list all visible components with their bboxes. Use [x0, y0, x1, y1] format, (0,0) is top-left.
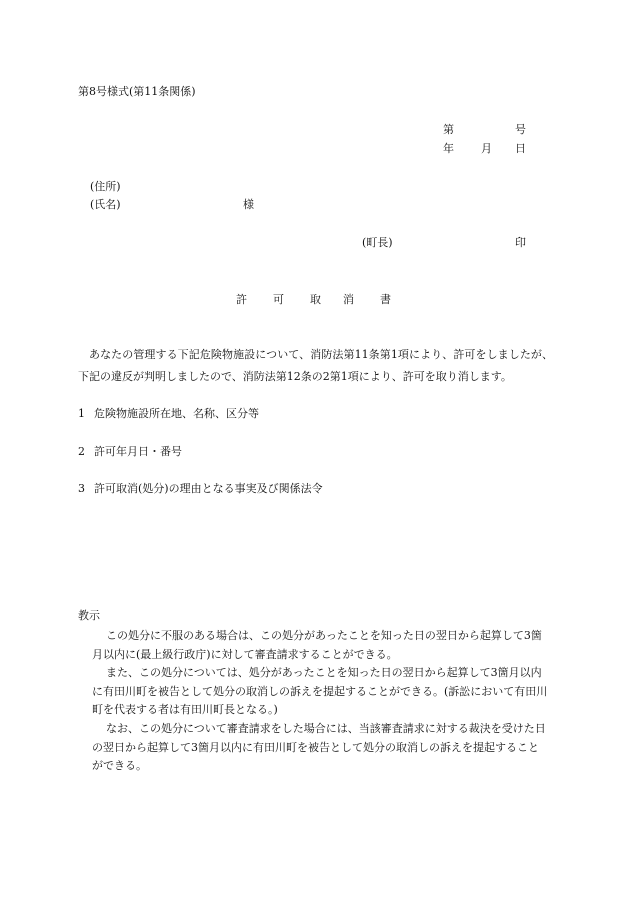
item-1-number: 1: [78, 407, 85, 420]
recipient-honorific: 様: [243, 198, 254, 211]
item-1-text: 危険物施設所在地、名称、区分等: [94, 407, 259, 420]
recipient-address-label: (住所): [90, 180, 121, 193]
mayor-label: (町長): [362, 236, 393, 249]
document-number-dai: 第: [443, 123, 454, 136]
seal-mark: 印: [515, 236, 526, 249]
item-2-text: 許可年月日・番号: [94, 445, 182, 458]
date-year: 年: [443, 142, 454, 155]
title-char: 可: [273, 293, 284, 306]
item-2-number: 2: [78, 445, 85, 458]
notice-heading: 教示: [78, 609, 100, 622]
recipient-name-label: (氏名): [90, 198, 121, 211]
notice-paragraph: また、この処分については、処分があったことを知った日の翌日から起算して3箇月以内に有田川町を被告として処分の取消しの訴えを提起することができる。(訴訟において有田川町を代表する者は有田川町長となる。): [92, 666, 548, 717]
form-label: 第8号様式(第11条関係): [78, 85, 196, 98]
title-char: 消: [343, 293, 354, 306]
document-number-go: 号: [515, 123, 526, 136]
notice-paragraph: この処分に不服のある場合は、この処分があったことを知った日の翌日から起算して3箇月以内に(最上級行政庁)に対して審査請求することができる。: [92, 629, 542, 661]
item-3-text: 許可取消(処分)の理由となる事実及び関係法令: [94, 482, 323, 495]
title-char: 取: [310, 293, 321, 306]
notice-paragraph: なお、この処分について審査請求をした場合には、当該審査請求に対する裁決を受けた日の翌日から起算して3箇月以内に有田川町を被告として処分の取消しの訴えを提起することができる。: [92, 721, 546, 773]
body-paragraph: あなたの管理する下記危険物施設について、消防法第11条第1項により、許可をしましたが、下記の違反が判明しましたので、消防法第12条の2第1項により、許可を取り消します。: [78, 348, 553, 383]
item-3-number: 3: [78, 482, 85, 495]
notice-body: [78, 627, 548, 776]
date-month: 月: [481, 142, 492, 155]
title-char: 許: [236, 293, 247, 306]
title-char: 書: [380, 293, 391, 306]
date-day: 日: [515, 142, 526, 155]
